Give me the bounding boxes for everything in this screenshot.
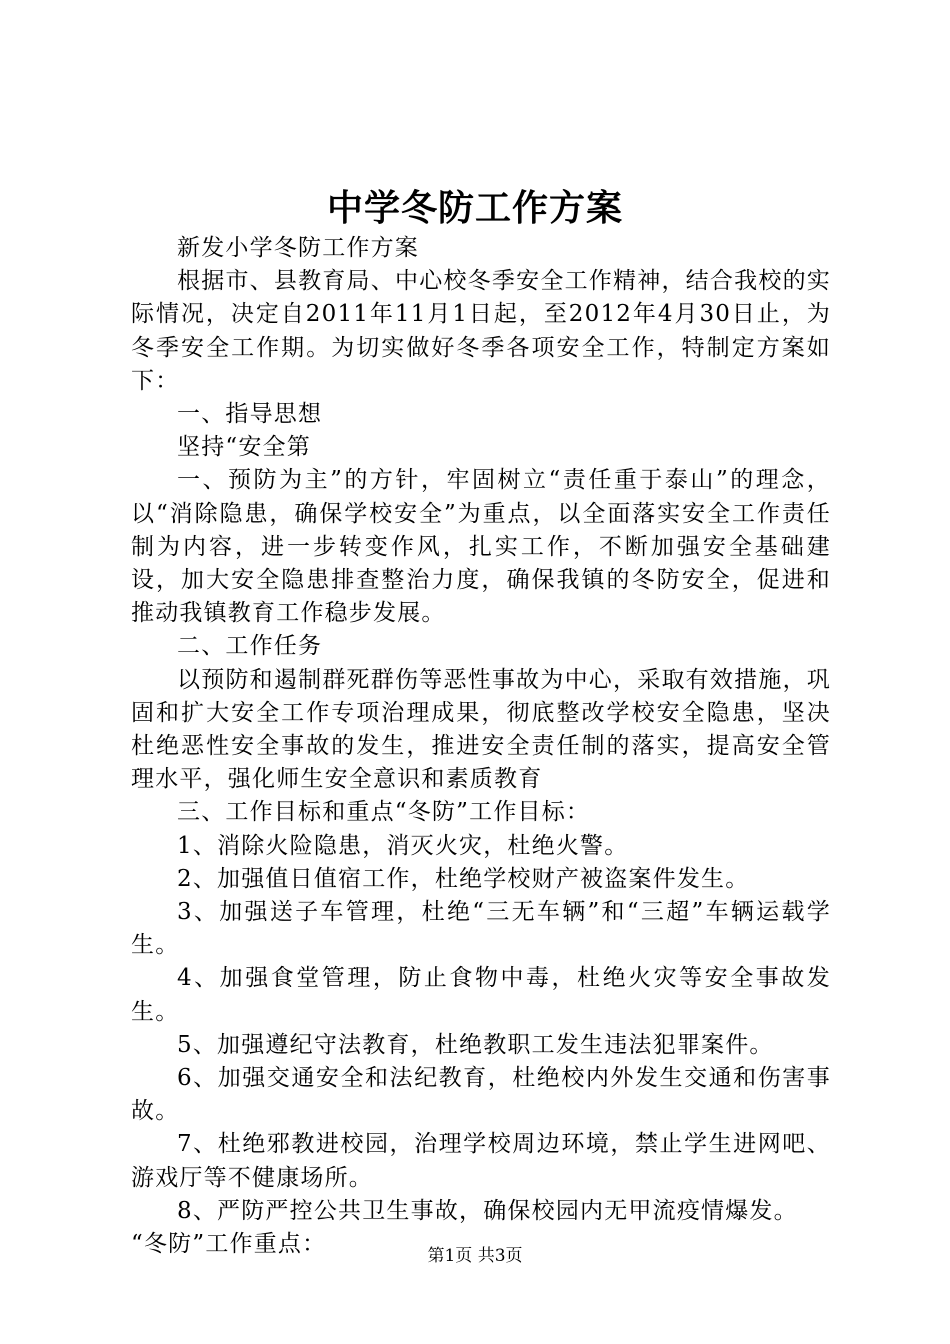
goal-item-4: 4、加强食堂管理，防止食物中毒，杜绝火灾等安全事故发生。 — [131, 965, 831, 1025]
goal-item-7: 7、杜绝邪教进校园，治理学校周边环境，禁止学生进网吧、游戏厅等不健康场所。 — [131, 1131, 831, 1191]
page-number: 第1页 共3页 — [427, 1246, 523, 1266]
section-heading-guiding-thought: 一、指导思想 — [177, 401, 323, 428]
goal-item-1: 1、消除火险隐患，消灭火灾，杜绝火警。 — [177, 832, 629, 859]
goal-item-2: 2、加强值日值宿工作，杜绝学校财产被盗案件发生。 — [177, 865, 750, 892]
section-heading-tasks: 二、工作任务 — [177, 633, 323, 660]
goal-item-8: 8、严防严控公共卫生事故，确保校园内无甲流疫情爆发。 — [177, 1197, 798, 1224]
document-title: 中学冬防工作方案 — [326, 187, 623, 229]
goal-item-5: 5、加强遵纪守法教育，杜绝教职工发生违法犯罪案件。 — [177, 1031, 774, 1058]
section-heading-key-points: “冬防”工作重点： — [131, 1231, 327, 1258]
paragraph-adhere: 坚持“安全第 — [177, 434, 311, 461]
section-heading-goals: 三、工作目标和重点“冬防”工作目标： — [177, 799, 591, 826]
paragraph-guiding-principle: 一、预防为主”的方针，牢固树立“责任重于泰山”的理念，以“消除隐患，确保学校安全”为重点，以全面落实安全工作责任制为内容，进一步转变作风，扎实工作，不断加强安全基础建设，加大安全隐患排查整治力度，确保我镇的冬防安全，促进和推动我镇教育工作稳步发展。 — [131, 467, 831, 627]
document-body — [131, 232, 831, 1261]
paragraph-tasks: 以预防和遏制群死群伤等恶性事故为中心，采取有效措施，巩固和扩大安全工作专项治理成果，彻底整改学校安全隐患，坚决杜绝恶性安全事故的发生，推进安全责任制的落实，提高安全管理水平，强化师生安全意识和素质教育 — [131, 666, 831, 793]
goal-item-6: 6、加强交通安全和法纪教育，杜绝校内外发生交通和伤害事故。 — [131, 1065, 831, 1125]
paragraph-intro: 根据市、县教育局、中心校冬季安全工作精神，结合我校的实际情况，决定自2011年11月1日起，至2012年4月30日止，为冬季安全工作期。为切实做好冬季各项安全工作，特制定方案如下： — [131, 268, 831, 394]
paragraph-school-heading: 新发小学冬防工作方案 — [177, 235, 419, 261]
goal-item-3: 3、加强送子车管理，杜绝“三无车辆”和“三超”车辆运载学生。 — [131, 899, 831, 959]
